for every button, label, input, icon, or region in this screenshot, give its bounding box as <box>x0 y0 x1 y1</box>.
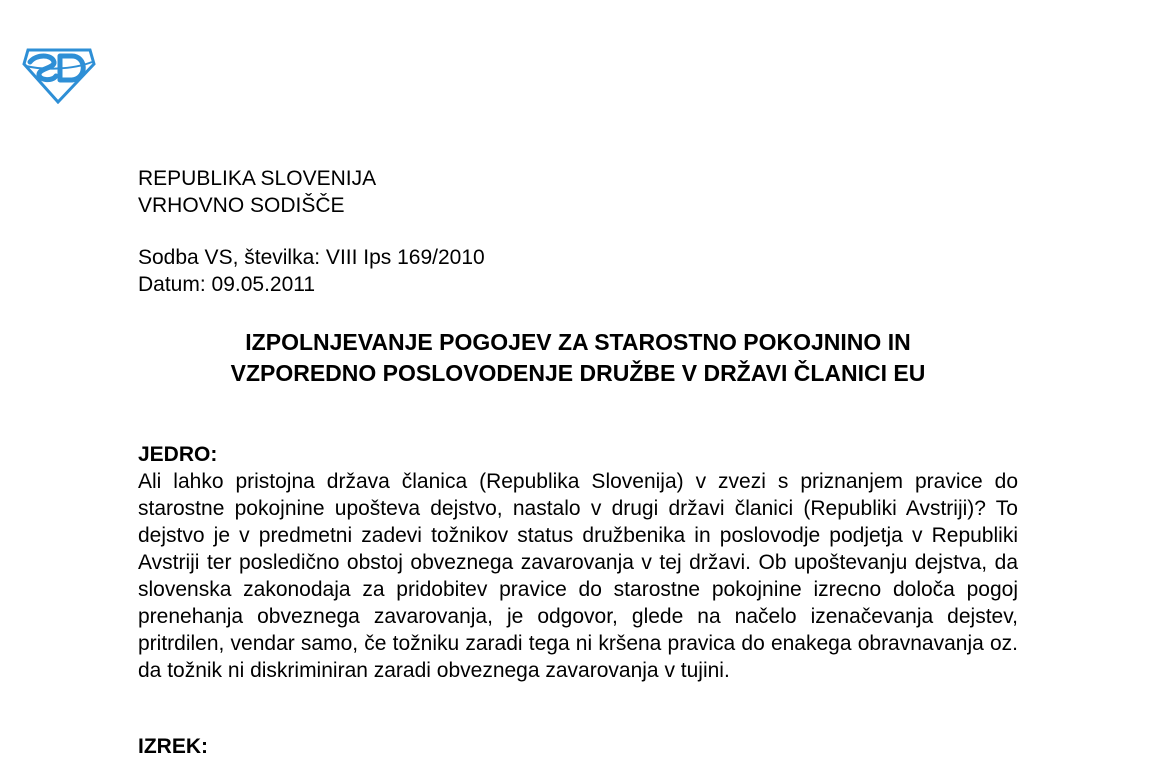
jedro-section <box>138 441 1018 684</box>
country-name: REPUBLIKA SLOVENIJA <box>138 167 377 190</box>
court-logo-icon <box>22 48 96 104</box>
title-line-1: IZPOLNJEVANJE POGOJEV ZA STAROSTNO POKOJNINO IN <box>245 329 911 355</box>
document-title <box>138 327 1018 389</box>
court-name: VRHOVNO SODIŠČE <box>138 194 345 217</box>
court-logo <box>22 48 96 104</box>
case-date: Datum: 09.05.2011 <box>138 273 316 296</box>
izrek-heading: IZREK: <box>138 735 208 758</box>
jedro-heading: JEDRO: <box>138 443 218 466</box>
court-header <box>138 165 376 219</box>
jedro-text: Ali lahko pristojna država članica (Republika Slovenija) v zvezi s priznanjem pravice do starostne pokojnine upošteva dejstvo, nastalo v drugi državi članici (Republiki Avstriji)? To dejstvo je v predmetni zadevi tožnikov status družbenika in poslovodje podjetja v Republiki Avstriji ter posledično obstoj obveznega zavarovanja v tej državi. Ob upoštevanju dejstva, da slovenska zakonodaja za pridobitev pravice do starostne pokojnine izrecno določa pogoj prenehanja obveznega zavarovanja, je odgovor, glede na načelo izenačevanja dejstev, pritrdilen, vendar samo, če tožniku zaradi tega ni kršena pravica do enakega obravnavanja oz. da tožnik ni diskriminiran zaradi obveznega zavarovanja v tujini. <box>138 470 1018 682</box>
case-number: Sodba VS, številka: VIII Ips 169/2010 <box>138 246 485 269</box>
case-info <box>138 244 485 298</box>
title-line-2: VZPOREDNO POSLOVODENJE DRUŽBE V DRŽAVI ČLANICI EU <box>230 360 926 386</box>
